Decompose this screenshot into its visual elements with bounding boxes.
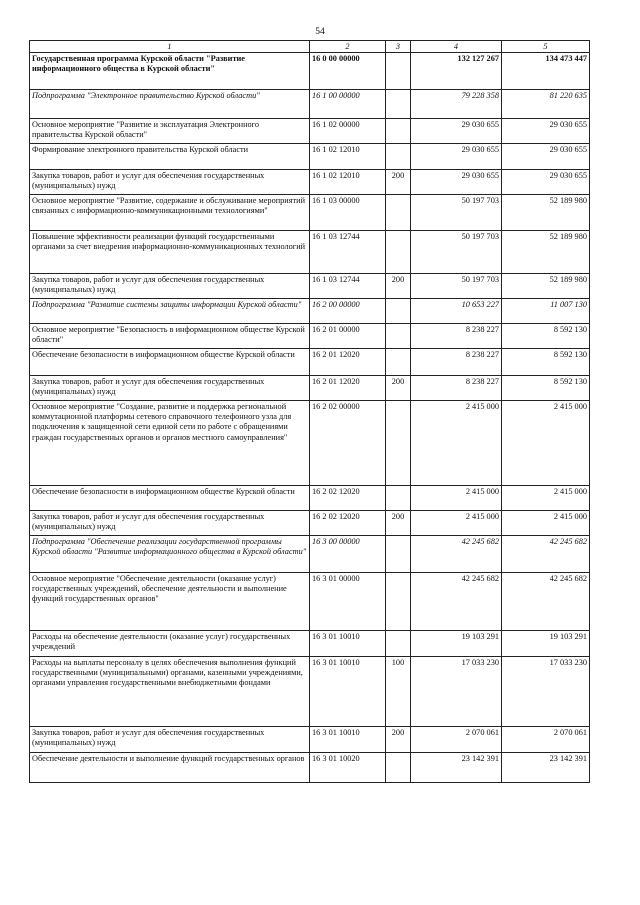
row-name-cell: Повышение эффективности реализации функций государственными органами за счет внедрения информационно-коммуникационных технологий	[30, 231, 310, 274]
row-amount-year2-cell: 19 103 291	[502, 631, 590, 657]
row-name-cell: Подпрограмма "Обеспечение реализации государственной программы Курской области "Развитие информационного общества в Курской области"	[30, 536, 310, 573]
row-name-cell: Основное мероприятие "Безопасность в информационном обществе Курской области"	[30, 324, 310, 349]
row-amount-year2-cell: 2 415 000	[502, 511, 590, 536]
row-code-cell: 16 3 00 00000	[310, 536, 386, 573]
row-name-cell: Основное мероприятие "Развитие, содержание и обслуживание мероприятий связанных с информационно-коммуникационными технологиями"	[30, 195, 310, 231]
row-amount-year1-cell: 8 238 227	[411, 324, 502, 349]
row-name-cell: Формирование электронного правительства Курской области	[30, 144, 310, 170]
row-amount-year2-cell: 52 189 980	[502, 231, 590, 274]
row-code-cell: 16 2 02 00000	[310, 401, 386, 486]
row-code-cell: 16 2 01 12020	[310, 376, 386, 401]
row-amount-year2-cell: 134 473 447	[502, 53, 590, 90]
row-name-cell: Закупка товаров, работ и услуг для обеспечения государственных (муниципальных) нужд	[30, 511, 310, 536]
row-code-cell: 16 3 01 10010	[310, 657, 386, 727]
row-expense-type-cell	[386, 753, 411, 783]
row-amount-year2-cell: 29 030 655	[502, 119, 590, 144]
row-name-cell: Подпрограмма "Электронное правительство Курской области"	[30, 90, 310, 119]
row-code-cell: 16 1 02 12010	[310, 170, 386, 195]
row-amount-year1-cell: 50 197 703	[411, 231, 502, 274]
table-row	[30, 274, 590, 299]
row-amount-year2-cell: 17 033 230	[502, 657, 590, 727]
row-expense-type-cell	[386, 299, 411, 324]
row-amount-year1-cell: 50 197 703	[411, 195, 502, 231]
row-name-cell: Расходы на обеспечение деятельности (оказание услуг) государственных учреждений	[30, 631, 310, 657]
row-expense-type-cell	[386, 195, 411, 231]
row-code-cell: 16 2 01 00000	[310, 324, 386, 349]
row-amount-year2-cell: 29 030 655	[502, 144, 590, 170]
budget-table	[29, 40, 590, 783]
table-row	[30, 299, 590, 324]
table-row	[30, 486, 590, 511]
row-expense-type-cell	[386, 324, 411, 349]
row-amount-year1-cell: 29 030 655	[411, 170, 502, 195]
row-expense-type-cell: 200	[386, 727, 411, 753]
row-code-cell: 16 2 01 12020	[310, 349, 386, 376]
row-expense-type-cell	[386, 401, 411, 486]
row-expense-type-cell	[386, 631, 411, 657]
row-amount-year2-cell: 8 592 130	[502, 349, 590, 376]
table-row	[30, 753, 590, 783]
table-row	[30, 376, 590, 401]
table-row	[30, 536, 590, 573]
row-amount-year1-cell: 2 415 000	[411, 486, 502, 511]
row-name-cell: Государственная программа Курской области "Развитие информационного общества в Курской области"	[30, 53, 310, 90]
row-amount-year1-cell: 42 245 682	[411, 536, 502, 573]
row-amount-year2-cell: 52 189 980	[502, 195, 590, 231]
row-amount-year2-cell: 2 415 000	[502, 486, 590, 511]
row-name-cell: Обеспечение деятельности и выполнение функций государственных органов	[30, 753, 310, 783]
row-expense-type-cell: 200	[386, 511, 411, 536]
column-header-3: 3	[386, 41, 411, 53]
table-row	[30, 573, 590, 631]
row-name-cell: Закупка товаров, работ и услуг для обеспечения государственных (муниципальных) нужд	[30, 376, 310, 401]
row-amount-year2-cell: 2 070 061	[502, 727, 590, 753]
row-amount-year1-cell: 2 415 000	[411, 511, 502, 536]
row-amount-year1-cell: 23 142 391	[411, 753, 502, 783]
table-row	[30, 657, 590, 727]
row-amount-year2-cell: 23 142 391	[502, 753, 590, 783]
row-code-cell: 16 1 03 12744	[310, 231, 386, 274]
table-row	[30, 144, 590, 170]
row-expense-type-cell	[386, 144, 411, 170]
table-row	[30, 349, 590, 376]
row-expense-type-cell: 100	[386, 657, 411, 727]
table-row	[30, 90, 590, 119]
table-row	[30, 401, 590, 486]
row-code-cell: 16 1 00 00000	[310, 90, 386, 119]
row-code-cell: 16 3 01 10010	[310, 631, 386, 657]
row-amount-year2-cell: 2 415 000	[502, 401, 590, 486]
table-row	[30, 727, 590, 753]
row-name-cell: Основное мероприятие "Создание, развитие и поддержка региональной коммутационной платформы сетевого справочного телефонного узла для подключения к защищенной сети единой сети по работе с обращениями граждан государственных органов и органов местного самоуправления"	[30, 401, 310, 486]
row-expense-type-cell	[386, 231, 411, 274]
row-amount-year2-cell: 81 220 635	[502, 90, 590, 119]
row-name-cell: Обеспечение безопасности в информационном обществе Курской области	[30, 486, 310, 511]
row-name-cell: Основное мероприятие "Развитие и эксплуатация Электронного правительства Курской области"	[30, 119, 310, 144]
row-amount-year1-cell: 2 070 061	[411, 727, 502, 753]
row-amount-year1-cell: 79 228 358	[411, 90, 502, 119]
table-row	[30, 631, 590, 657]
table-row	[30, 511, 590, 536]
row-amount-year2-cell: 8 592 130	[502, 324, 590, 349]
row-amount-year1-cell: 42 245 682	[411, 573, 502, 631]
row-expense-type-cell: 200	[386, 376, 411, 401]
row-code-cell: 16 2 02 12020	[310, 486, 386, 511]
row-amount-year2-cell: 42 245 682	[502, 573, 590, 631]
row-name-cell: Основное мероприятие "Обеспечение деятельности (оказание услуг) государственных учреждений, обеспечение деятельности и выполнение функций государственных органов"	[30, 573, 310, 631]
row-amount-year1-cell: 29 030 655	[411, 119, 502, 144]
column-header-1: 1	[30, 41, 310, 53]
row-code-cell: 16 3 01 10010	[310, 727, 386, 753]
row-amount-year2-cell: 8 592 130	[502, 376, 590, 401]
table-row	[30, 324, 590, 349]
row-amount-year2-cell: 42 245 682	[502, 536, 590, 573]
row-amount-year2-cell: 52 189 980	[502, 274, 590, 299]
row-expense-type-cell	[386, 573, 411, 631]
row-name-cell: Закупка товаров, работ и услуг для обеспечения государственных (муниципальных) нужд	[30, 274, 310, 299]
row-expense-type-cell	[386, 53, 411, 90]
row-name-cell: Закупка товаров, работ и услуг для обеспечения государственных (муниципальных) нужд	[30, 727, 310, 753]
row-amount-year1-cell: 132 127 267	[411, 53, 502, 90]
row-expense-type-cell	[386, 536, 411, 573]
table-row	[30, 170, 590, 195]
row-amount-year2-cell: 11 007 130	[502, 299, 590, 324]
row-amount-year1-cell: 50 197 703	[411, 274, 502, 299]
column-header-4: 4	[411, 41, 502, 53]
row-code-cell: 16 2 00 00000	[310, 299, 386, 324]
row-expense-type-cell: 200	[386, 274, 411, 299]
page-number: 54	[315, 27, 325, 37]
row-amount-year2-cell: 29 030 655	[502, 170, 590, 195]
row-name-cell: Расходы на выплаты персоналу в целях обеспечения выполнения функций государственными (муниципальными) органами, казенными учреждениями, органами управления государственными внебюджетными фондами	[30, 657, 310, 727]
row-code-cell: 16 3 01 10020	[310, 753, 386, 783]
row-amount-year1-cell: 17 033 230	[411, 657, 502, 727]
row-amount-year1-cell: 8 238 227	[411, 349, 502, 376]
row-code-cell: 16 1 02 00000	[310, 119, 386, 144]
row-code-cell: 16 1 02 12010	[310, 144, 386, 170]
row-amount-year1-cell: 19 103 291	[411, 631, 502, 657]
row-code-cell: 16 1 03 00000	[310, 195, 386, 231]
column-number-header-row	[30, 41, 590, 53]
row-name-cell: Подпрограмма "Развитие системы защиты информации Курской области"	[30, 299, 310, 324]
table-row	[30, 53, 590, 90]
row-expense-type-cell	[386, 119, 411, 144]
row-code-cell: 16 3 01 00000	[310, 573, 386, 631]
row-expense-type-cell: 200	[386, 170, 411, 195]
row-expense-type-cell	[386, 486, 411, 511]
row-amount-year1-cell: 29 030 655	[411, 144, 502, 170]
column-header-5: 5	[502, 41, 590, 53]
row-amount-year1-cell: 2 415 000	[411, 401, 502, 486]
row-expense-type-cell	[386, 349, 411, 376]
row-name-cell: Закупка товаров, работ и услуг для обеспечения государственных (муниципальных) нужд	[30, 170, 310, 195]
column-header-2: 2	[310, 41, 386, 53]
row-code-cell: 16 0 00 00000	[310, 53, 386, 90]
row-code-cell: 16 2 02 12020	[310, 511, 386, 536]
table-row	[30, 231, 590, 274]
row-code-cell: 16 1 03 12744	[310, 274, 386, 299]
row-amount-year1-cell: 10 653 227	[411, 299, 502, 324]
table-row	[30, 119, 590, 144]
row-amount-year1-cell: 8 238 227	[411, 376, 502, 401]
row-expense-type-cell	[386, 90, 411, 119]
table-row	[30, 195, 590, 231]
row-name-cell: Обеспечение безопасности в информационном обществе Курской области	[30, 349, 310, 376]
